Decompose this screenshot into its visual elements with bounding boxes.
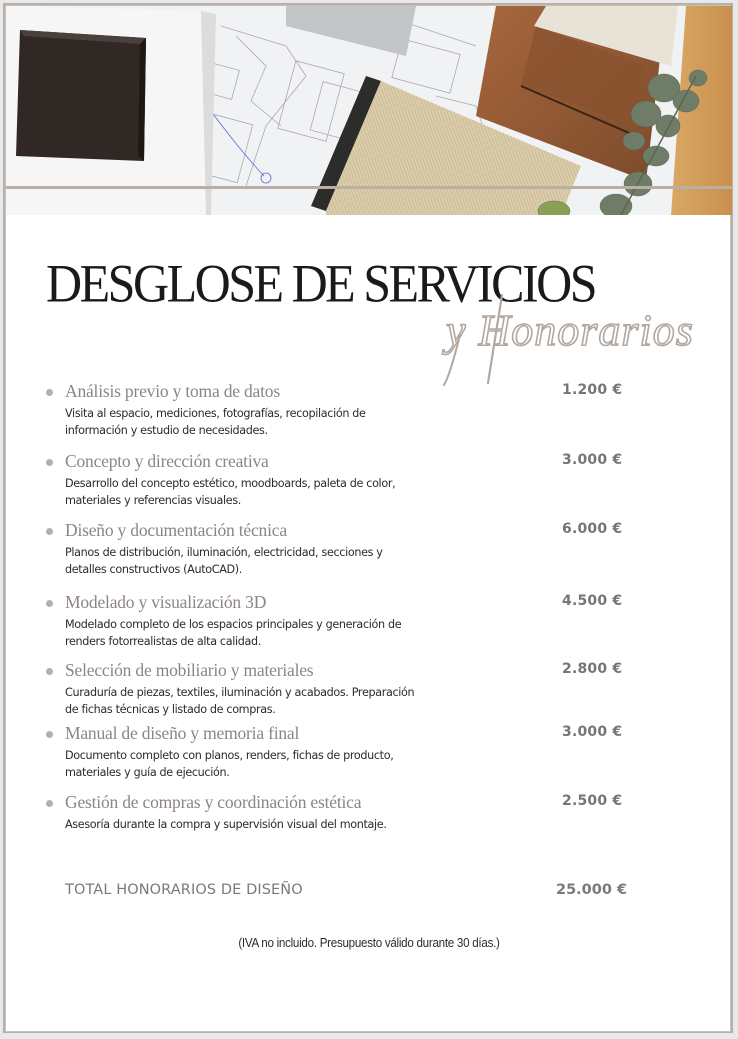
service-description: Planos de distribución, iluminación, electricidad, secciones y detalles constructivos (AutoCAD). [65,546,383,576]
service-price: 2.800 € [562,661,623,677]
bullet-icon [46,668,53,675]
service-name: Análisis previo y toma de datos [65,381,280,401]
service-price: 2.500 € [562,793,623,809]
total-value: 25.000 € [556,882,628,898]
service-name: Concepto y dirección creativa [65,451,269,471]
hero-divider-line [6,186,732,189]
service-description: Asesoría durante la compra y supervisión visual del montaje. [65,818,387,831]
service-name: Modelado y visualización 3D [65,592,267,612]
service-description: Curaduría de piezas, textiles, iluminación y acabados. Preparación de fichas técnicas y listado de compras. [65,686,415,716]
subtitle-script [440,285,700,395]
service-price: 1.200 € [562,382,623,398]
bullet-icon [46,600,53,607]
subtitle-script-text: y Honorarios [446,306,694,355]
service-price: 3.000 € [562,452,623,468]
footnote: (IVA no incluido. Presupuesto válido durante 30 días.) [238,936,500,950]
service-price: 4.500 € [562,593,623,609]
service-price: 6.000 € [562,521,623,537]
moodboard-image-icon [6,6,732,215]
bullet-icon [46,389,53,396]
service-name: Gestión de compras y coordinación estética [65,792,362,812]
bullet-icon [46,731,53,738]
hero-photo [6,6,732,215]
service-description: Desarrollo del concepto estético, moodboards, paleta de color, materiales y referencias visuales. [65,477,396,507]
bullet-icon [46,528,53,535]
service-price: 3.000 € [562,724,623,740]
service-name: Diseño y documentación técnica [65,520,287,540]
service-name: Manual de diseño y memoria final [65,723,300,743]
service-description: Modelado completo de los espacios principales y generación de renders fotorrealistas de alta calidad. [65,618,402,648]
service-description: Visita al espacio, mediciones, fotografías, recopilación de información y estudio de necesidades. [65,407,366,437]
total-label: TOTAL HONORARIOS DE DISEÑO [65,882,303,898]
service-description: Documento completo con planos, renders, fichas de producto, materiales y guía de ejecución. [65,749,394,779]
service-name: Selección de mobiliario y materiales [65,660,314,680]
page-title: DESGLOSE DE SERVICIOS [46,253,596,314]
bullet-icon [46,459,53,466]
bullet-icon [46,800,53,807]
